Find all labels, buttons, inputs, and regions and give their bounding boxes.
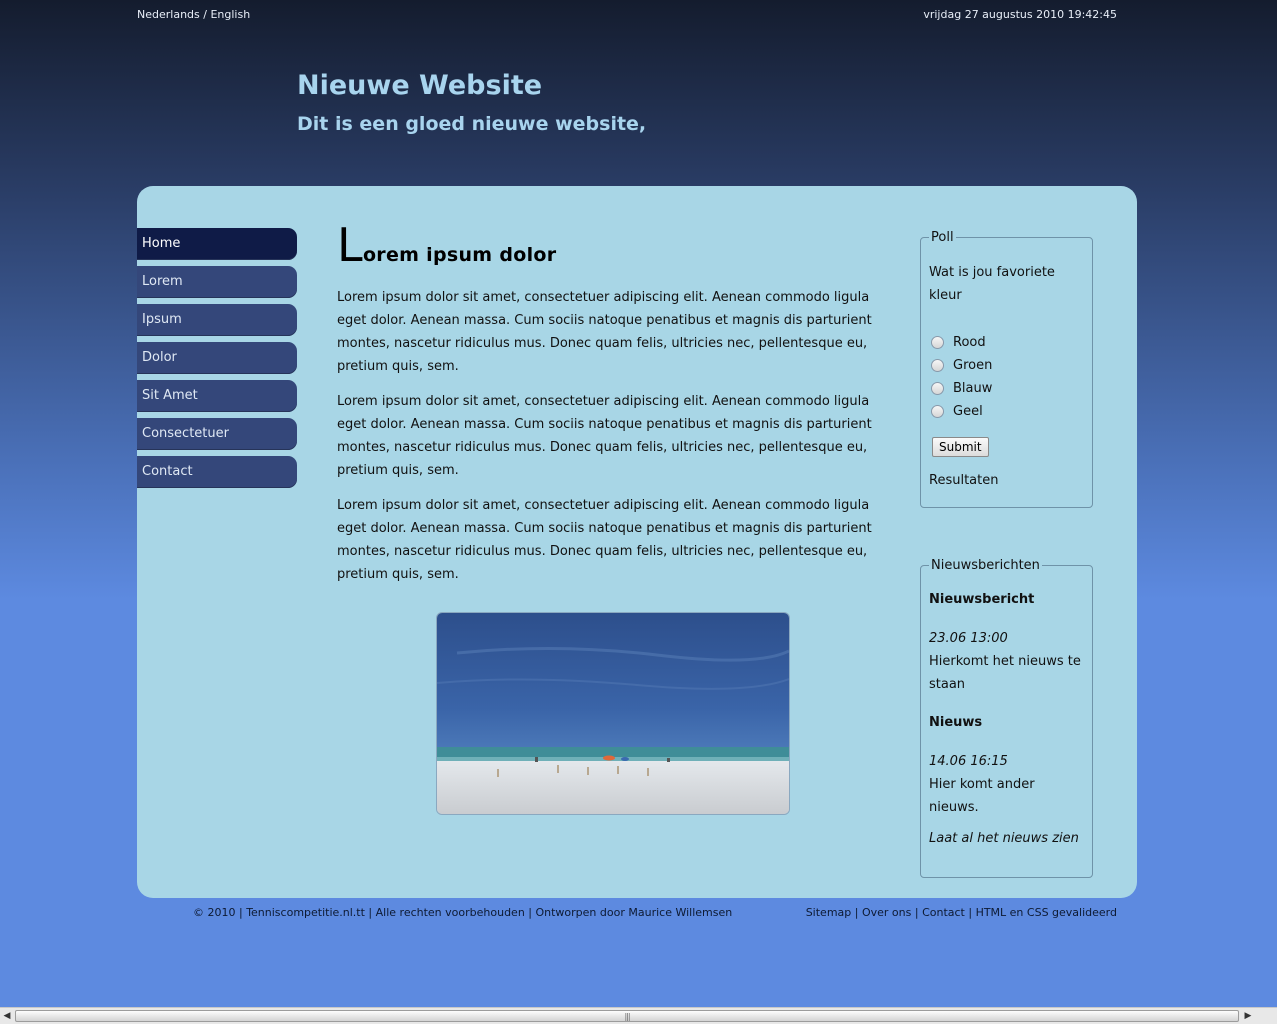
poll-option-label: Rood: [953, 335, 986, 350]
footer-links: [806, 906, 1117, 919]
main-panel: [137, 186, 1137, 898]
grip-icon: |||: [624, 1012, 630, 1021]
nav-item-lorem[interactable]: Lorem: [137, 266, 297, 298]
poll-box: [920, 230, 1093, 508]
current-datetime: vrijdag 27 augustus 2010 19:42:45: [923, 8, 1117, 21]
poll-legend: Poll: [931, 230, 954, 245]
news-item-text: Hierkomt het nieuws te staan: [929, 654, 1081, 692]
nav-item-dolor[interactable]: Dolor: [137, 342, 297, 374]
footer-separator: |: [964, 906, 976, 919]
news-item-title: Nieuwsbericht: [929, 592, 1035, 607]
heading-text: orem ipsum dolor: [362, 244, 557, 266]
news-item-date: 14.06 16:15: [929, 754, 1008, 769]
main-nav: [137, 228, 297, 494]
footer-link-sitemap[interactable]: Sitemap: [805, 906, 852, 919]
language-switcher: [137, 8, 250, 21]
paragraph: Lorem ipsum dolor sit amet, consectetuer adipiscing elit. Aenean commodo ligula eget dolor. Aenean massa. Cum sociis natoque penatibus et magnis dis parturient montes, nascetur ridiculus mus. Donec quam felis, ultricies nec, pellentesque eu, pretium quis, sem.: [337, 394, 872, 478]
poll-option-label: Geel: [953, 404, 983, 419]
site-subtitle: Dit is een gloed nieuwe website,: [297, 113, 647, 135]
footer-separator: |: [911, 906, 923, 919]
nav-item-home[interactable]: Home: [137, 228, 297, 260]
radio-button[interactable]: [931, 382, 944, 395]
main-content: [337, 218, 882, 598]
scrollbar-thumb[interactable]: [15, 1010, 1239, 1022]
news-legend: Nieuwsberichten: [931, 558, 1040, 573]
poll-option[interactable]: [929, 354, 1084, 377]
all-news-link[interactable]: Laat al het nieuws zien: [929, 831, 1079, 846]
footer-link-contact[interactable]: Contact: [922, 906, 965, 919]
footer-link-validated[interactable]: HTML en CSS gevalideerd: [975, 906, 1117, 919]
site-title: Nieuwe Website: [297, 70, 543, 101]
poll-results-link[interactable]: Resultaten: [929, 473, 999, 488]
poll-option[interactable]: [929, 331, 1084, 354]
poll-option-label: Groen: [953, 358, 993, 373]
poll-option[interactable]: [929, 377, 1084, 400]
nav-item-sit-amet[interactable]: Sit Amet: [137, 380, 297, 412]
footer-link-over-ons[interactable]: Over ons: [861, 906, 912, 919]
paragraph: Lorem ipsum dolor sit amet, consectetuer adipiscing elit. Aenean commodo ligula eget dolor. Aenean massa. Cum sociis natoque penatibus et magnis dis parturient montes, nascetur ridiculus mus. Donec quam felis, ultricies nec, pellentesque eu, pretium quis, sem.: [337, 290, 872, 374]
beach-photo: [436, 612, 790, 815]
nav-item-contact[interactable]: Contact: [137, 456, 297, 488]
heading-dropcap: L: [337, 218, 363, 272]
news-item-date: 23.06 13:00: [929, 631, 1008, 646]
radio-button[interactable]: [931, 336, 944, 349]
lang-english-link[interactable]: English: [210, 8, 251, 21]
page-heading: [337, 218, 882, 272]
news-item-title: Nieuws: [929, 715, 983, 730]
poll-option-label: Blauw: [953, 381, 993, 396]
news-box: [920, 558, 1093, 878]
scroll-left-icon[interactable]: ◀: [3, 1011, 11, 1021]
footer-copyright: © 2010 | Tenniscompetitie.nl.tt | Alle rechten voorbehouden | Ontworpen door Maurice Willemsen: [193, 906, 733, 919]
poll-option[interactable]: [929, 400, 1084, 423]
lang-separator: /: [199, 8, 211, 21]
radio-button[interactable]: [931, 405, 944, 418]
beach-photo-image: [437, 613, 789, 814]
scroll-right-icon[interactable]: ▶: [1244, 1011, 1252, 1021]
paragraph: Lorem ipsum dolor sit amet, consectetuer adipiscing elit. Aenean commodo ligula eget dolor. Aenean massa. Cum sociis natoque penatibus et magnis dis parturient montes, nascetur ridiculus mus. Donec quam felis, ultricies nec, pellentesque eu, pretium quis, sem.: [337, 498, 872, 582]
nav-item-ipsum[interactable]: Ipsum: [137, 304, 297, 336]
lang-dutch-link[interactable]: Nederlands: [137, 8, 200, 21]
horizontal-scrollbar[interactable]: [0, 1007, 1277, 1024]
poll-question: Wat is jou favoriete kleur: [929, 265, 1055, 303]
nav-item-consectetuer[interactable]: Consectetuer: [137, 418, 297, 450]
poll-submit-button[interactable]: Submit: [932, 437, 989, 457]
news-item-text: Hier komt ander nieuws.: [929, 777, 1035, 815]
radio-button[interactable]: [931, 359, 944, 372]
footer-separator: |: [851, 906, 862, 919]
